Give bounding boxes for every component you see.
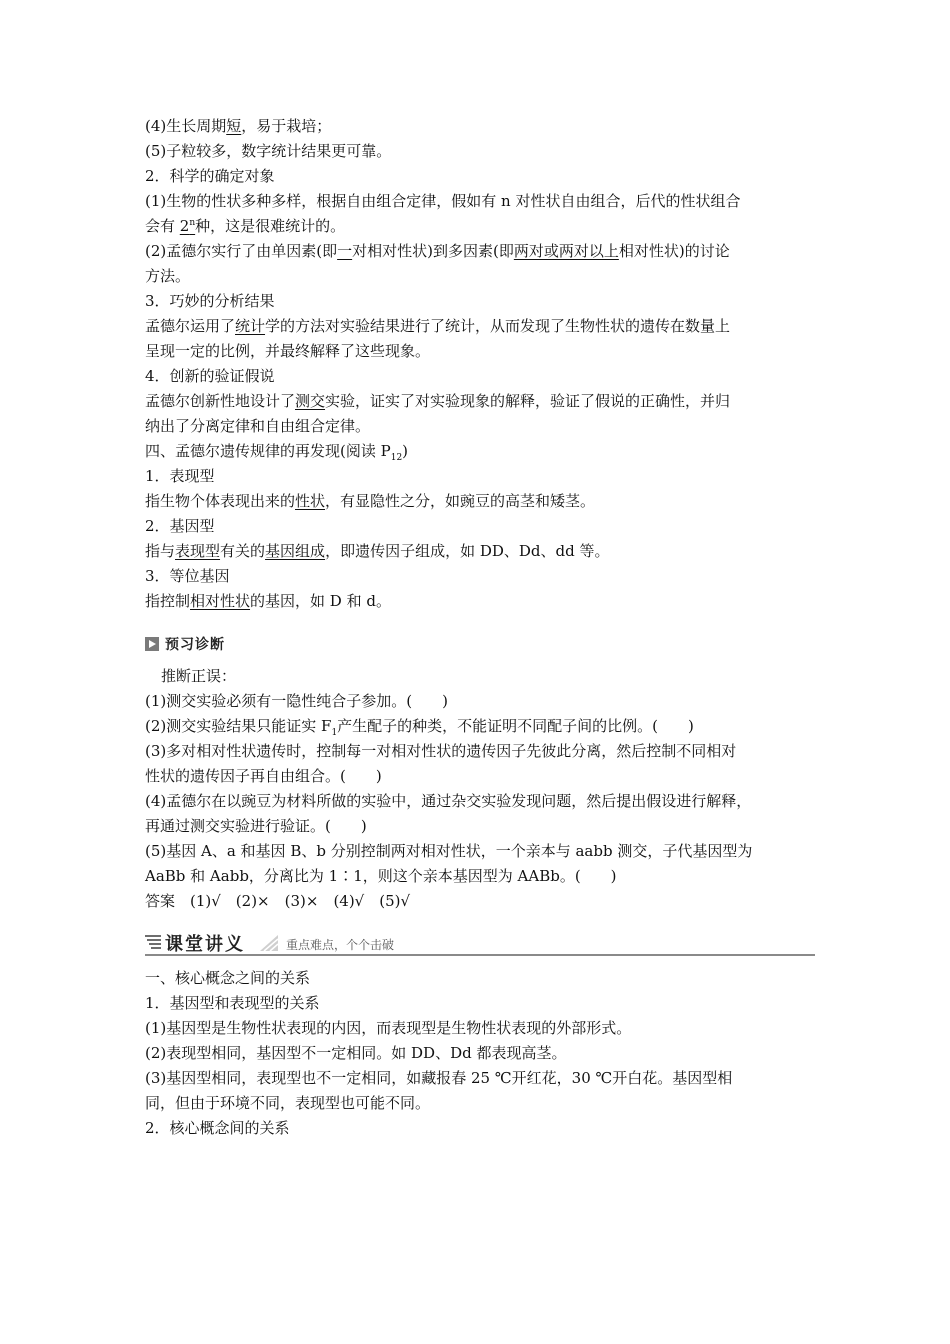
class-notes-section-header: [145, 928, 815, 956]
paragraph-line: [145, 239, 817, 264]
text: 2: [179, 217, 190, 235]
question-item: [145, 714, 817, 739]
heading: 一、核心概念之间的关系: [145, 969, 311, 987]
paragraph-line: [145, 314, 817, 339]
underlined-answer: 表现型: [175, 542, 221, 560]
subheading: 3．巧妙的分析结果: [145, 292, 275, 310]
question-item: (1)测交实验必须有一隐性纯合子参加。( ): [145, 692, 448, 710]
underlined-answer: 基因组成: [265, 542, 326, 560]
paragraph-line: [145, 539, 817, 564]
paragraph-line: (2)表现型相同，基因型不一定相同。如 DD、Dd 都表现高茎。: [145, 1044, 567, 1062]
text: (2)测交实验结果只能证实 F: [145, 717, 332, 735]
corner-triangle-icon: [258, 934, 280, 952]
underlined-answer: 相对性状: [190, 592, 251, 610]
text: 实验，证实了对实验现象的解释，验证了假说的正确性，并归: [325, 392, 731, 410]
question-item: (5)基因 A、a 和基因 B、b 分别控制两对相对性状，一个亲本与 aabb 测交，子代基因型为: [145, 842, 753, 860]
paragraph-line: [145, 489, 817, 514]
stripes-icon: [145, 934, 163, 950]
paragraph-line: (3)基因型相同，表现型也不一定相同，如藏报春 25 ℃开红花，30 ℃开白花。基因型相: [145, 1069, 733, 1087]
question-item: (3)多对相对性状遗传时，控制每一对相对性状的遗传因子先彼此分离，然后控制不同相对: [145, 742, 737, 760]
preview-questions: [145, 664, 817, 914]
paragraph-line: [145, 589, 817, 614]
paragraph-line: [145, 114, 817, 139]
question-item: 性状的遗传因子再自由组合。( ): [145, 767, 382, 785]
subheading: 3．等位基因: [145, 567, 230, 585]
play-triangle-icon: [145, 637, 159, 651]
subheading: 1．基因型和表现型的关系: [145, 994, 320, 1012]
text: ): [402, 442, 409, 460]
text: 种，这是很难统计的。: [195, 217, 346, 235]
section-subtitle: 重点难点，个个击破: [286, 938, 395, 952]
text: 孟德尔创新性地设计了: [145, 392, 296, 410]
text: 指生物个体表现出来的: [145, 492, 296, 510]
text: (2)孟德尔实行了由单因素(即: [145, 242, 338, 260]
paragraph-line: (5)子粒较多，数字统计结果更可靠。: [145, 142, 392, 160]
question-item: (4)孟德尔在以豌豆为材料所做的实验中，通过杂交实验发现问题，然后提出假设进行解释，: [145, 792, 752, 810]
question-item: 再通过测交实验进行验证。( ): [145, 817, 367, 835]
text: 指控制: [145, 592, 191, 610]
preview-diagnosis-header: [145, 631, 225, 656]
underlined-answer: 两对或两对以上: [513, 242, 619, 260]
text: (4)生长周期: [145, 117, 227, 135]
answer-line: 答案 (1)√ (2)× (3)× (4)√ (5)√: [145, 892, 411, 910]
underlined-answer: 测交: [295, 392, 326, 410]
subheading: 2．基因型: [145, 517, 215, 535]
question-item: AaBb 和 Aabb，分离比为 1∶1，则这个亲本基因型为 AABb。( ): [145, 867, 617, 885]
text: 四、孟德尔遗传规律的再发现(阅读 P: [145, 442, 391, 460]
paragraph-line: 纳出了分离定律和自由组合定律。: [145, 417, 371, 435]
instruction: 推断正误：: [161, 667, 237, 685]
paragraph-line: [145, 389, 817, 414]
subheading: 4．创新的验证假说: [145, 367, 275, 385]
text: ，即遗传因子组成，如 DD、Dd、dd 等。: [325, 542, 610, 560]
text: ，有显隐性之分，如豌豆的高茎和矮茎。: [325, 492, 596, 510]
text: 孟德尔运用了: [145, 317, 236, 335]
text: 相对性状)的讨论: [618, 242, 730, 260]
paragraph-line: [145, 214, 817, 239]
subheading: 2．核心概念间的关系: [145, 1119, 290, 1137]
preview-diagnosis-title: 预习诊断: [165, 636, 225, 653]
paragraph-line: 呈现一定的比例，并最终解释了这些现象。: [145, 342, 431, 360]
paragraph-line: 同，但由于环境不同，表现型也可能不同。: [145, 1094, 431, 1112]
text: 产生配子的种类，不能证明不同配子间的比例。( ): [337, 717, 694, 735]
subheading: 2．科学的确定对象: [145, 167, 275, 185]
heading: [145, 439, 817, 464]
subscript: 12: [390, 453, 403, 463]
underlined-answer: 一: [337, 242, 353, 260]
text: 学的方法对实验结果进行了统计，从而发现了生物性状的遗传在数量上: [265, 317, 731, 335]
paragraph-line: 方法。: [145, 267, 191, 285]
subscript: 1: [331, 728, 338, 738]
underlined-answer: 短: [226, 117, 242, 135]
section-title: 课堂讲义: [165, 934, 245, 955]
text: 的基因，如 D 和 d。: [250, 592, 391, 610]
text: 有关的: [220, 542, 266, 560]
text: ，易于栽培；: [241, 117, 332, 135]
paragraph-line: (1)生物的性状多种多样，根据自由组合定律，假如有 n 对性状自由组合，后代的性状组合: [145, 192, 741, 210]
underlined-answer: 性状: [295, 492, 326, 510]
text: 指与: [145, 542, 176, 560]
subheading: 1．表现型: [145, 467, 215, 485]
section-divider: [145, 954, 815, 956]
text: 对相对性状)到多因素(即: [352, 242, 514, 260]
paragraph-line: (1)基因型是生物性状表现的内因，而表现型是生物性状表现的外部形式。: [145, 1019, 632, 1037]
underlined-answer: 统计: [235, 317, 266, 335]
text: 会有: [145, 217, 180, 235]
text-block-2: [145, 966, 817, 1141]
superscript: n: [189, 218, 196, 228]
text-block-1: [145, 114, 817, 614]
underlined-answer: [180, 217, 195, 235]
